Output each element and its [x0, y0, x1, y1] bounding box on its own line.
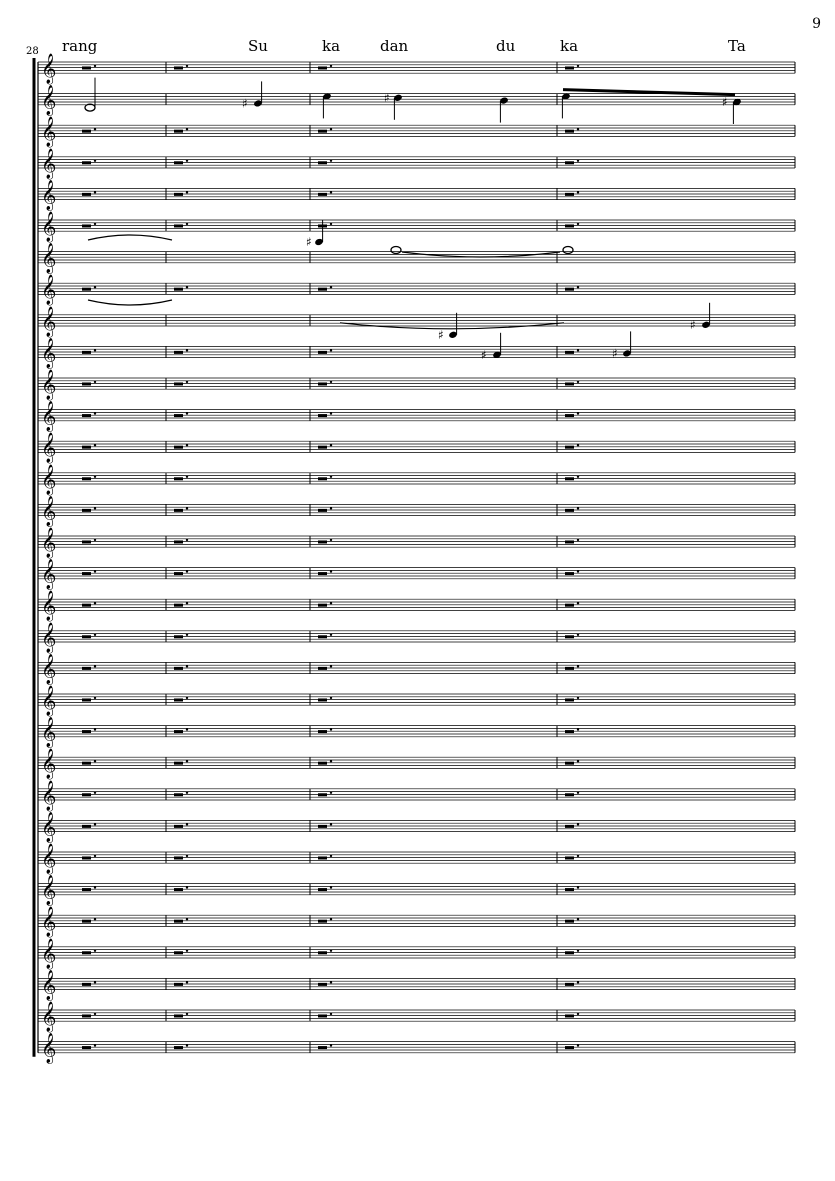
rest-dot — [186, 507, 188, 509]
rest-dot — [330, 792, 332, 794]
whole-rest — [174, 130, 183, 133]
whole-rest — [82, 477, 91, 480]
page-number: 9 — [812, 16, 821, 32]
rest-dot — [94, 381, 96, 383]
rest-dot — [330, 223, 332, 225]
whole-rest — [82, 414, 91, 417]
rest-dot — [330, 1044, 332, 1046]
whole-rest — [174, 604, 183, 607]
whole-rest — [174, 730, 183, 733]
whole-rest — [82, 1014, 91, 1017]
rest-dot — [94, 570, 96, 572]
whole-rest — [174, 382, 183, 385]
whole-rest — [174, 414, 183, 417]
rest-dot — [186, 981, 188, 983]
rest-dot — [577, 792, 579, 794]
rest-dot — [94, 65, 96, 67]
rest-dot — [186, 570, 188, 572]
rest-dot — [94, 634, 96, 636]
whole-rest — [318, 351, 327, 354]
half-note-head — [563, 247, 573, 254]
whole-rest — [318, 793, 327, 796]
rest-dot — [94, 444, 96, 446]
rest-dot — [94, 981, 96, 983]
whole-rest — [565, 224, 574, 227]
whole-rest — [174, 66, 183, 69]
rest-dot — [330, 981, 332, 983]
whole-rest — [565, 572, 574, 575]
measure-number: 28 — [26, 46, 39, 57]
rest-dot — [94, 191, 96, 193]
rest-dot — [186, 950, 188, 952]
whole-rest — [82, 888, 91, 891]
rest-dot — [94, 760, 96, 762]
whole-rest — [318, 1014, 327, 1017]
rest-dot — [577, 476, 579, 478]
rest-dot — [186, 128, 188, 130]
whole-rest — [318, 888, 327, 891]
rest-dot — [94, 223, 96, 225]
whole-rest — [318, 382, 327, 385]
rest-dot — [186, 728, 188, 730]
rest-dot — [577, 223, 579, 225]
tie — [88, 235, 172, 240]
whole-rest — [82, 540, 91, 543]
rest-dot — [186, 65, 188, 67]
rest-dot — [330, 65, 332, 67]
whole-rest — [82, 698, 91, 701]
whole-rest — [82, 193, 91, 196]
whole-rest — [174, 540, 183, 543]
rest-dot — [577, 381, 579, 383]
treble-clef-icon: 𝄞 — [41, 401, 57, 432]
rest-dot — [330, 286, 332, 288]
whole-rest — [318, 951, 327, 954]
whole-rest — [565, 477, 574, 480]
lyric-syllable: ka — [322, 37, 341, 55]
lyric-syllable: rang — [62, 37, 98, 55]
rest-dot — [94, 349, 96, 351]
whole-rest — [565, 762, 574, 765]
rest-dot — [330, 634, 332, 636]
treble-clef-icon: 𝄞 — [41, 717, 57, 748]
whole-rest — [82, 224, 91, 227]
whole-rest — [318, 698, 327, 701]
treble-clef-icon: 𝄞 — [41, 212, 57, 242]
whole-rest — [565, 66, 574, 69]
rest-dot — [577, 665, 579, 667]
rest-dot — [577, 728, 579, 730]
rest-dot — [330, 507, 332, 509]
treble-clef-icon: 𝄞 — [41, 749, 57, 780]
rest-dot — [330, 381, 332, 383]
rest-dot — [330, 570, 332, 572]
rest-dot — [94, 128, 96, 130]
whole-rest — [565, 793, 574, 796]
rest-dot — [330, 602, 332, 604]
rest-dot — [577, 444, 579, 446]
whole-rest — [565, 856, 574, 859]
treble-clef-icon: 𝄞 — [41, 180, 57, 211]
treble-clef-icon: 𝄞 — [41, 528, 57, 558]
whole-rest — [82, 161, 91, 164]
whole-rest — [82, 920, 91, 923]
whole-rest — [565, 635, 574, 638]
whole-rest — [174, 1046, 183, 1049]
rest-dot — [577, 886, 579, 888]
whole-rest — [174, 351, 183, 354]
whole-rest — [82, 667, 91, 670]
whole-rest — [174, 224, 183, 227]
whole-rest — [565, 983, 574, 986]
sharp-icon: ♯ — [481, 347, 487, 362]
treble-clef-icon: 𝄞 — [41, 1002, 57, 1032]
rest-dot — [186, 539, 188, 541]
rest-dot — [577, 349, 579, 351]
whole-rest — [318, 66, 327, 69]
rest-dot — [186, 665, 188, 667]
whole-rest — [318, 161, 327, 164]
whole-rest — [174, 793, 183, 796]
whole-rest — [318, 983, 327, 986]
whole-rest — [565, 1046, 574, 1049]
rest-dot — [330, 918, 332, 920]
whole-rest — [318, 604, 327, 607]
rest-dot — [186, 191, 188, 193]
rest-dot — [186, 697, 188, 699]
rest-dot — [577, 760, 579, 762]
rest-dot — [577, 65, 579, 67]
treble-clef-icon: 𝄞 — [41, 433, 57, 464]
whole-rest — [174, 1014, 183, 1017]
whole-rest — [318, 509, 327, 512]
rest-dot — [577, 1044, 579, 1046]
rest-dot — [186, 634, 188, 636]
rest-dot — [577, 823, 579, 825]
rest-dot — [330, 191, 332, 193]
whole-rest — [565, 414, 574, 417]
treble-clef-icon: 𝄞 — [41, 780, 57, 811]
rest-dot — [94, 823, 96, 825]
whole-rest — [318, 477, 327, 480]
whole-rest — [318, 288, 327, 291]
rest-dot — [94, 1044, 96, 1046]
sharp-icon: ♯ — [384, 90, 390, 105]
whole-rest — [82, 793, 91, 796]
whole-rest — [565, 730, 574, 733]
whole-rest — [565, 509, 574, 512]
rest-dot — [94, 728, 96, 730]
rest-dot — [186, 223, 188, 225]
rest-dot — [330, 823, 332, 825]
whole-rest — [565, 1014, 574, 1017]
rest-dot — [94, 792, 96, 794]
whole-rest — [565, 667, 574, 670]
whole-rest — [318, 825, 327, 828]
tie — [88, 300, 172, 305]
treble-clef-icon: 𝄞 — [41, 243, 57, 274]
rest-dot — [330, 855, 332, 857]
rest-dot — [577, 507, 579, 509]
treble-clef-icon: 𝄞 — [41, 1033, 57, 1064]
rest-dot — [577, 570, 579, 572]
whole-rest — [318, 667, 327, 670]
treble-clef-icon: 𝄞 — [41, 844, 57, 874]
treble-clef-icon: 𝄞 — [41, 306, 57, 337]
rest-dot — [94, 918, 96, 920]
whole-rest — [174, 825, 183, 828]
whole-rest — [82, 66, 91, 69]
rest-dot — [186, 855, 188, 857]
rest-dot — [577, 918, 579, 920]
rest-dot — [330, 476, 332, 478]
rest-dot — [330, 412, 332, 414]
sharp-icon: ♯ — [612, 346, 618, 361]
lyric-syllable: Ta — [728, 37, 746, 55]
rest-dot — [330, 697, 332, 699]
sharp-icon: ♯ — [690, 317, 696, 332]
rest-dot — [186, 792, 188, 794]
treble-clef-icon: 𝄞 — [41, 686, 57, 716]
rest-dot — [186, 381, 188, 383]
rest-dot — [186, 918, 188, 920]
rest-dot — [577, 981, 579, 983]
rest-dot — [577, 634, 579, 636]
lyric-syllable: dan — [380, 37, 409, 55]
rest-dot — [577, 191, 579, 193]
rest-dot — [330, 728, 332, 730]
whole-rest — [565, 130, 574, 133]
rest-dot — [577, 128, 579, 130]
whole-rest — [565, 825, 574, 828]
whole-rest — [318, 130, 327, 133]
whole-rest — [565, 698, 574, 701]
whole-rest — [174, 762, 183, 765]
whole-rest — [318, 856, 327, 859]
whole-rest — [174, 951, 183, 954]
whole-rest — [318, 635, 327, 638]
rest-dot — [577, 950, 579, 952]
whole-rest — [82, 730, 91, 733]
treble-clef-icon: 𝄞 — [41, 85, 57, 116]
whole-rest — [174, 446, 183, 449]
rest-dot — [94, 507, 96, 509]
treble-clef-icon: 𝄞 — [41, 559, 57, 590]
whole-rest — [82, 604, 91, 607]
rest-dot — [330, 950, 332, 952]
whole-rest — [82, 382, 91, 385]
whole-rest — [565, 193, 574, 196]
whole-rest — [174, 572, 183, 575]
lyric-syllable: ka — [560, 37, 579, 55]
sharp-icon: ♯ — [306, 235, 312, 249]
rest-dot — [94, 476, 96, 478]
rest-dot — [577, 1013, 579, 1015]
rest-dot — [330, 539, 332, 541]
rest-dot — [186, 286, 188, 288]
whole-rest — [82, 635, 91, 638]
whole-rest — [318, 193, 327, 196]
rest-dot — [186, 1044, 188, 1046]
rest-dot — [577, 855, 579, 857]
whole-rest — [174, 667, 183, 670]
whole-rest — [174, 920, 183, 923]
whole-rest — [174, 193, 183, 196]
treble-clef-icon: 𝄞 — [41, 370, 57, 400]
whole-rest — [174, 509, 183, 512]
whole-rest — [174, 983, 183, 986]
rest-dot — [94, 412, 96, 414]
rest-dot — [330, 760, 332, 762]
whole-rest — [174, 856, 183, 859]
whole-rest — [82, 983, 91, 986]
half-note-head — [391, 247, 401, 254]
sharp-icon: ♯ — [438, 327, 444, 342]
rest-dot — [186, 1013, 188, 1015]
whole-rest — [565, 382, 574, 385]
rest-dot — [94, 160, 96, 162]
treble-clef-icon: 𝄞 — [41, 622, 57, 653]
lyric-syllable: du — [496, 37, 516, 55]
rest-dot — [577, 160, 579, 162]
treble-clef-icon: 𝄞 — [41, 117, 57, 148]
whole-rest — [565, 920, 574, 923]
rest-dot — [186, 349, 188, 351]
whole-rest — [565, 604, 574, 607]
rest-dot — [330, 349, 332, 351]
whole-rest — [565, 288, 574, 291]
rest-dot — [186, 602, 188, 604]
whole-rest — [174, 288, 183, 291]
rest-dot — [186, 444, 188, 446]
treble-clef-icon: 𝄞 — [41, 54, 57, 84]
whole-rest — [565, 351, 574, 354]
rest-dot — [330, 160, 332, 162]
whole-rest — [318, 762, 327, 765]
whole-rest — [565, 540, 574, 543]
rest-dot — [186, 823, 188, 825]
rest-dot — [94, 950, 96, 952]
whole-rest — [82, 351, 91, 354]
rest-dot — [94, 602, 96, 604]
whole-rest — [82, 572, 91, 575]
sharp-icon: ♯ — [722, 95, 728, 109]
whole-rest — [174, 698, 183, 701]
rest-dot — [186, 160, 188, 162]
rest-dot — [94, 539, 96, 541]
rest-dot — [330, 665, 332, 667]
whole-rest — [82, 1046, 91, 1049]
whole-rest — [174, 635, 183, 638]
rest-dot — [330, 128, 332, 130]
treble-clef-icon: 𝄞 — [41, 970, 57, 1001]
whole-rest — [82, 288, 91, 291]
lyric-syllable: Su — [248, 37, 268, 55]
rest-dot — [330, 444, 332, 446]
rest-dot — [577, 602, 579, 604]
treble-clef-icon: 𝄞 — [41, 907, 57, 938]
rest-dot — [330, 886, 332, 888]
whole-rest — [318, 920, 327, 923]
treble-clef-icon: 𝄞 — [41, 938, 57, 969]
whole-rest — [318, 572, 327, 575]
whole-rest — [82, 130, 91, 133]
whole-rest — [82, 762, 91, 765]
whole-rest — [565, 161, 574, 164]
rest-dot — [94, 286, 96, 288]
whole-rest — [82, 856, 91, 859]
treble-clef-icon: 𝄞 — [41, 338, 57, 369]
rest-dot — [94, 855, 96, 857]
whole-rest — [318, 446, 327, 449]
rest-dot — [577, 539, 579, 541]
treble-clef-icon: 𝄞 — [41, 812, 57, 843]
rest-dot — [94, 886, 96, 888]
treble-clef-icon: 𝄞 — [41, 148, 57, 179]
treble-clef-icon: 𝄞 — [41, 875, 57, 906]
whole-rest — [174, 477, 183, 480]
whole-rest — [318, 540, 327, 543]
whole-rest — [565, 446, 574, 449]
rest-dot — [186, 476, 188, 478]
whole-rest — [82, 951, 91, 954]
whole-rest — [318, 414, 327, 417]
treble-clef-icon: 𝄞 — [41, 654, 57, 685]
whole-rest — [82, 825, 91, 828]
whole-rest — [318, 1046, 327, 1049]
whole-rest — [565, 888, 574, 891]
whole-rest — [82, 509, 91, 512]
treble-clef-icon: 𝄞 — [41, 591, 57, 622]
rest-dot — [577, 697, 579, 699]
rest-dot — [94, 697, 96, 699]
whole-rest — [174, 161, 183, 164]
rest-dot — [577, 286, 579, 288]
rest-dot — [94, 1013, 96, 1015]
rest-dot — [94, 665, 96, 667]
rest-dot — [577, 412, 579, 414]
treble-clef-icon: 𝄞 — [41, 464, 57, 495]
whole-rest — [82, 446, 91, 449]
whole-rest — [174, 888, 183, 891]
rest-dot — [186, 412, 188, 414]
treble-clef-icon: 𝄞 — [41, 275, 57, 306]
treble-clef-icon: 𝄞 — [41, 496, 57, 527]
rest-dot — [186, 760, 188, 762]
rest-dot — [186, 886, 188, 888]
rest-dot — [330, 1013, 332, 1015]
whole-rest — [318, 730, 327, 733]
whole-rest — [565, 951, 574, 954]
sharp-icon: ♯ — [242, 96, 248, 111]
